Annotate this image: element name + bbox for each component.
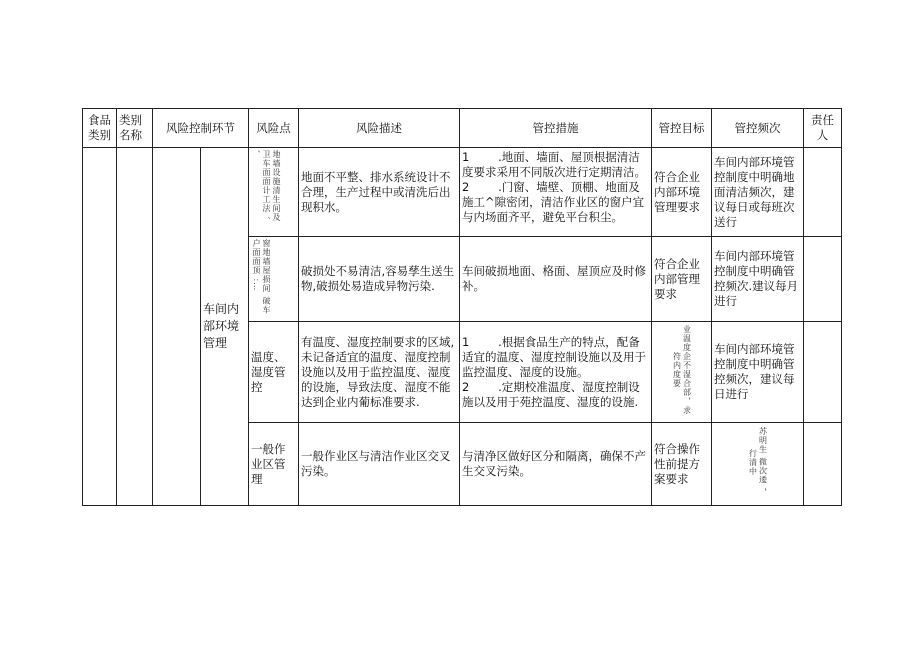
control-frequency-cell: 车间内部环境管控制度中明确地面清洁频次，建议每日或每班次送行 — [712, 148, 804, 237]
measure-text: .根据食品生产的特点，配备适宜的温度、湿度控制设施以及用于监控温度、湿度的设施。 — [462, 334, 646, 379]
control-measure-cell: 与清净区做好区分和隔离，确保不产生交叉污染。 — [460, 423, 652, 506]
risk-point-text: 窗地墙屋损间 破车户面面顶 :… — [252, 239, 271, 315]
header-category-name: 类别名称 — [117, 109, 153, 148]
control-measure-cell — [460, 322, 652, 423]
control-frequency-text: 苏明生 微次逶 ，行清中 — [748, 426, 768, 498]
header-control-measures: 管控措施 — [460, 109, 652, 148]
control-target-cell: 符合企业内部环境管理要求 — [652, 148, 712, 237]
header-responsible-person: 责任人 — [804, 109, 842, 148]
control-frequency-cell: 车间内部环境管控制度中明确管控频次.建议每月进行 — [712, 237, 804, 322]
measure-number: 1 — [462, 334, 470, 349]
control-target-text: 业温度企不湿合部，求符内度要 — [672, 325, 692, 415]
section-cell: 车间内部环境管理 — [201, 148, 249, 506]
risk-point-cell — [249, 237, 299, 322]
header-risk-point: 风险点 — [249, 109, 299, 148]
table-row — [83, 148, 842, 237]
risk-point-cell: 一般作业区管理 — [249, 423, 299, 506]
header-control-frequency: 管控频次 — [712, 109, 804, 148]
header-control-target: 管控目标 — [652, 109, 712, 148]
control-link-cell — [153, 148, 201, 506]
risk-point-cell — [249, 148, 299, 237]
control-target-cell: 符合企业内部管理要求 — [652, 237, 712, 322]
header-food-category: 食品类别 — [83, 109, 117, 148]
risk-control-table — [82, 108, 842, 506]
measure-item — [462, 335, 649, 380]
responsible-person-cell — [804, 423, 842, 506]
control-target-cell — [652, 322, 712, 423]
measure-text: .地面、墙面、屋顶根据清洁度要求采用不同版次进行定期清洁。 — [462, 150, 646, 179]
header-risk-description: 风险描述 — [299, 109, 460, 148]
measure-item — [462, 150, 649, 180]
risk-point-text: 地墙设施清生间及卫车面面计工法 、 、 — [252, 150, 281, 226]
measure-number: 2 — [462, 180, 470, 194]
measure-item — [462, 380, 649, 410]
responsible-person-cell — [804, 237, 842, 322]
risk-description-cell: 有温度、湿度控制要求的区域,未记备适宜的温度、湿度控制设施以及用于监控温度、湿度的设施，导致法度、湿度不能达到企业内葡标准要求. — [299, 322, 460, 423]
measure-item — [462, 180, 649, 225]
responsible-person-cell — [804, 148, 842, 237]
control-frequency-cell: 车间内部环境管控制度中明确管控频次，建议每日进行 — [712, 322, 804, 423]
control-measure-cell — [460, 148, 652, 237]
table-header-row — [83, 109, 842, 148]
risk-description-cell: 破损处不易清洁,容易孳生送生物,破损处易造成异物污染. — [299, 237, 460, 322]
control-target-cell: 符合操作性前提方案要求 — [652, 423, 712, 506]
category-name-cell — [117, 148, 153, 506]
responsible-person-cell — [804, 322, 842, 423]
risk-description-cell: 地面不平整、排水系统设计不合理，生产过程中或清洗后出现积水。 — [299, 148, 460, 237]
control-frequency-cell — [712, 423, 804, 506]
header-control-link: 风险控制环节 — [153, 109, 249, 148]
control-measure-cell: 车间破损地面、格面、屋顶应及时修补。 — [460, 237, 652, 322]
measure-text: .定期校准温度、湿度控制设施以及用于苑控温度、湿度的设施. — [462, 379, 640, 409]
measure-number: 1 — [462, 150, 470, 164]
measure-text: .门窗、墙壁、顶棚、地面及施工^隙密闭，清洁作业区的窗户宜与内场面齐平，避免平台积尘。 — [462, 180, 645, 224]
risk-description-cell: 一般作业区与清洁作业区交叉污染。 — [299, 423, 460, 506]
measure-number: 2 — [462, 379, 470, 394]
food-category-cell — [83, 148, 117, 506]
risk-point-cell: 温度、湿度管控 — [249, 322, 299, 423]
